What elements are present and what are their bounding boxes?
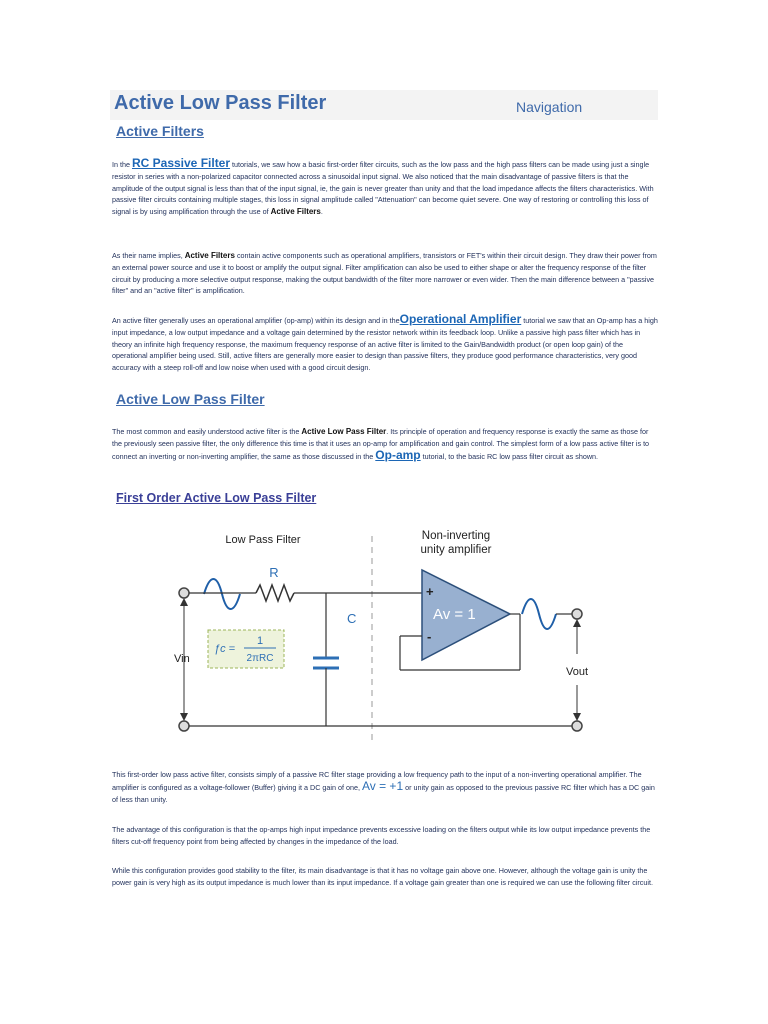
heading-active-filters[interactable]: Active Filters bbox=[116, 123, 204, 139]
amp-label-1: Non-inverting bbox=[421, 530, 491, 542]
plus-label: + bbox=[426, 584, 434, 599]
vout-label: Vout bbox=[566, 666, 589, 678]
vout-bottom-terminal bbox=[572, 721, 582, 731]
minus-label: - bbox=[427, 629, 432, 644]
paragraph-advantage: The advantage of this configuration is that the op-amps high input impedance prevents excessive loading on the filters output while its low output impedance prevents the filters cut-off frequency point from being affected by changes in the impedance of the load. bbox=[112, 825, 651, 846]
heading-first-order[interactable]: First Order Active Low Pass Filter bbox=[116, 491, 317, 505]
rc-passive-filter-link[interactable]: RC Passive Filter bbox=[131, 156, 231, 170]
input-sine-icon bbox=[204, 579, 240, 609]
resistor-icon bbox=[256, 585, 294, 601]
lpf-label: Low Pass Filter bbox=[225, 534, 301, 546]
fc-lhs: ƒc = bbox=[214, 643, 236, 655]
paragraph-disadvantage: While this configuration provides good stability to the filter, its main disadvantage is that it has no voltage gain above one. However, although the voltage gain is unity the power gain is very high as its output impedance is much lower than its input impedance. If a voltage gain greater than one is required we can use the following filter circuit. bbox=[112, 866, 653, 887]
amp-label-2: unity amplifier bbox=[420, 544, 492, 556]
operational-amplifier-link[interactable]: Operational Amplifier bbox=[399, 312, 522, 326]
page-title: Active Low Pass Filter bbox=[114, 92, 327, 114]
paragraph-opamp: An active filter generally uses an operational amplifier (op-amp) within its design and in theOperational Amplifier tutorial we saw that an Op-amp has a high input impedance, a low output impedance and a voltage gain determined by the resistor network within its feedback loop. Unlike a passive high pass filter which has in theory an infinite high frequency response, the maximum frequency response of an active filter is limited to the Gain/Bandwidth product (or open loop gain) of the operational amplifier being used. Still, active filters are generally more easier to design than passive filters, they produce good performance characteristics, very good accuracy with a steep roll-off and low noise when used with a good circuit design. bbox=[112, 312, 658, 373]
paragraph-active-filters: As their name implies, Active Filters contain active components such as operational amplifiers, transistors or FET's within their circuit design. They draw their power from an external power source and use it to boost or amplify the output signal. Filter amplification can also be used to either shape or alter the frequency response of the filter circuit by producing a more selective output response, making the output bandwidth of the filter more narrower or even wider. Then the main difference between a "passive filter" and an "active filter" is amplification. bbox=[112, 251, 657, 296]
circuit-diagram bbox=[170, 522, 630, 744]
paragraph-first-order: This first-order low pass active filter, consists simply of a passive RC filter stage providing a low frequency path to the input of a non-inverting operational amplifier. The amplifier is configured as a voltage-follower (Buffer) giving it a DC gain of one, Av = +1 or unity gain as opposed to the previous passive RC filter which has a DC gain of less than unity. bbox=[112, 770, 655, 804]
unity-gain-formula: Av = +1 bbox=[361, 778, 404, 793]
fc-numerator: 1 bbox=[256, 635, 264, 647]
r-label: R bbox=[269, 565, 279, 580]
navigation-link[interactable]: Navigation bbox=[516, 99, 583, 115]
page-header bbox=[110, 90, 658, 120]
fc-denominator: 2πRC bbox=[246, 653, 274, 664]
vout-top-terminal bbox=[572, 609, 582, 619]
c-label: C bbox=[347, 611, 357, 626]
heading-active-low-pass-filter[interactable]: Active Low Pass Filter bbox=[116, 391, 265, 407]
op-amp-link[interactable]: Op-amp bbox=[375, 447, 421, 462]
paragraph-active-low-pass: The most common and easily understood active filter is the Active Low Pass Filter. Its principle of operation and frequency response is exactly the same as those for the previously seen passive filter, the only difference this time is that it uses an op-amp for amplification and gain control. The simplest form of a low pass active filter is to connect an inverting or non-inverting amplifier, the same as those discussed in the Op-amp tutorial, to the basic RC low pass filter circuit as shown. bbox=[112, 427, 650, 462]
vin-label: Vin bbox=[174, 653, 190, 665]
output-sine-icon bbox=[522, 599, 556, 629]
gain-label: Av = 1 bbox=[433, 606, 476, 623]
vin-top-terminal bbox=[179, 588, 189, 598]
paragraph-intro: In the RC Passive Filter tutorials, we saw how a basic first-order filter circuits, such as the low pass and the high pass filters can be made using just a single resistor in series with a non-polarized capacitor connected across a sinusoidal input signal. We also noticed that the main disadvantage of passive filters is that the amplitude of the output signal is less than that of the input signal, ie, the gain is never greater than unity and that the load impedance affects the filters characteristics. With passive filter circuits containing multiple stages, this loss in signal amplitude called "Attenuation" can become quiet severe. One way of restoring or controlling this loss of signal is by using amplification through the use of Active Filters. bbox=[112, 156, 654, 217]
vin-bottom-terminal bbox=[179, 721, 189, 731]
